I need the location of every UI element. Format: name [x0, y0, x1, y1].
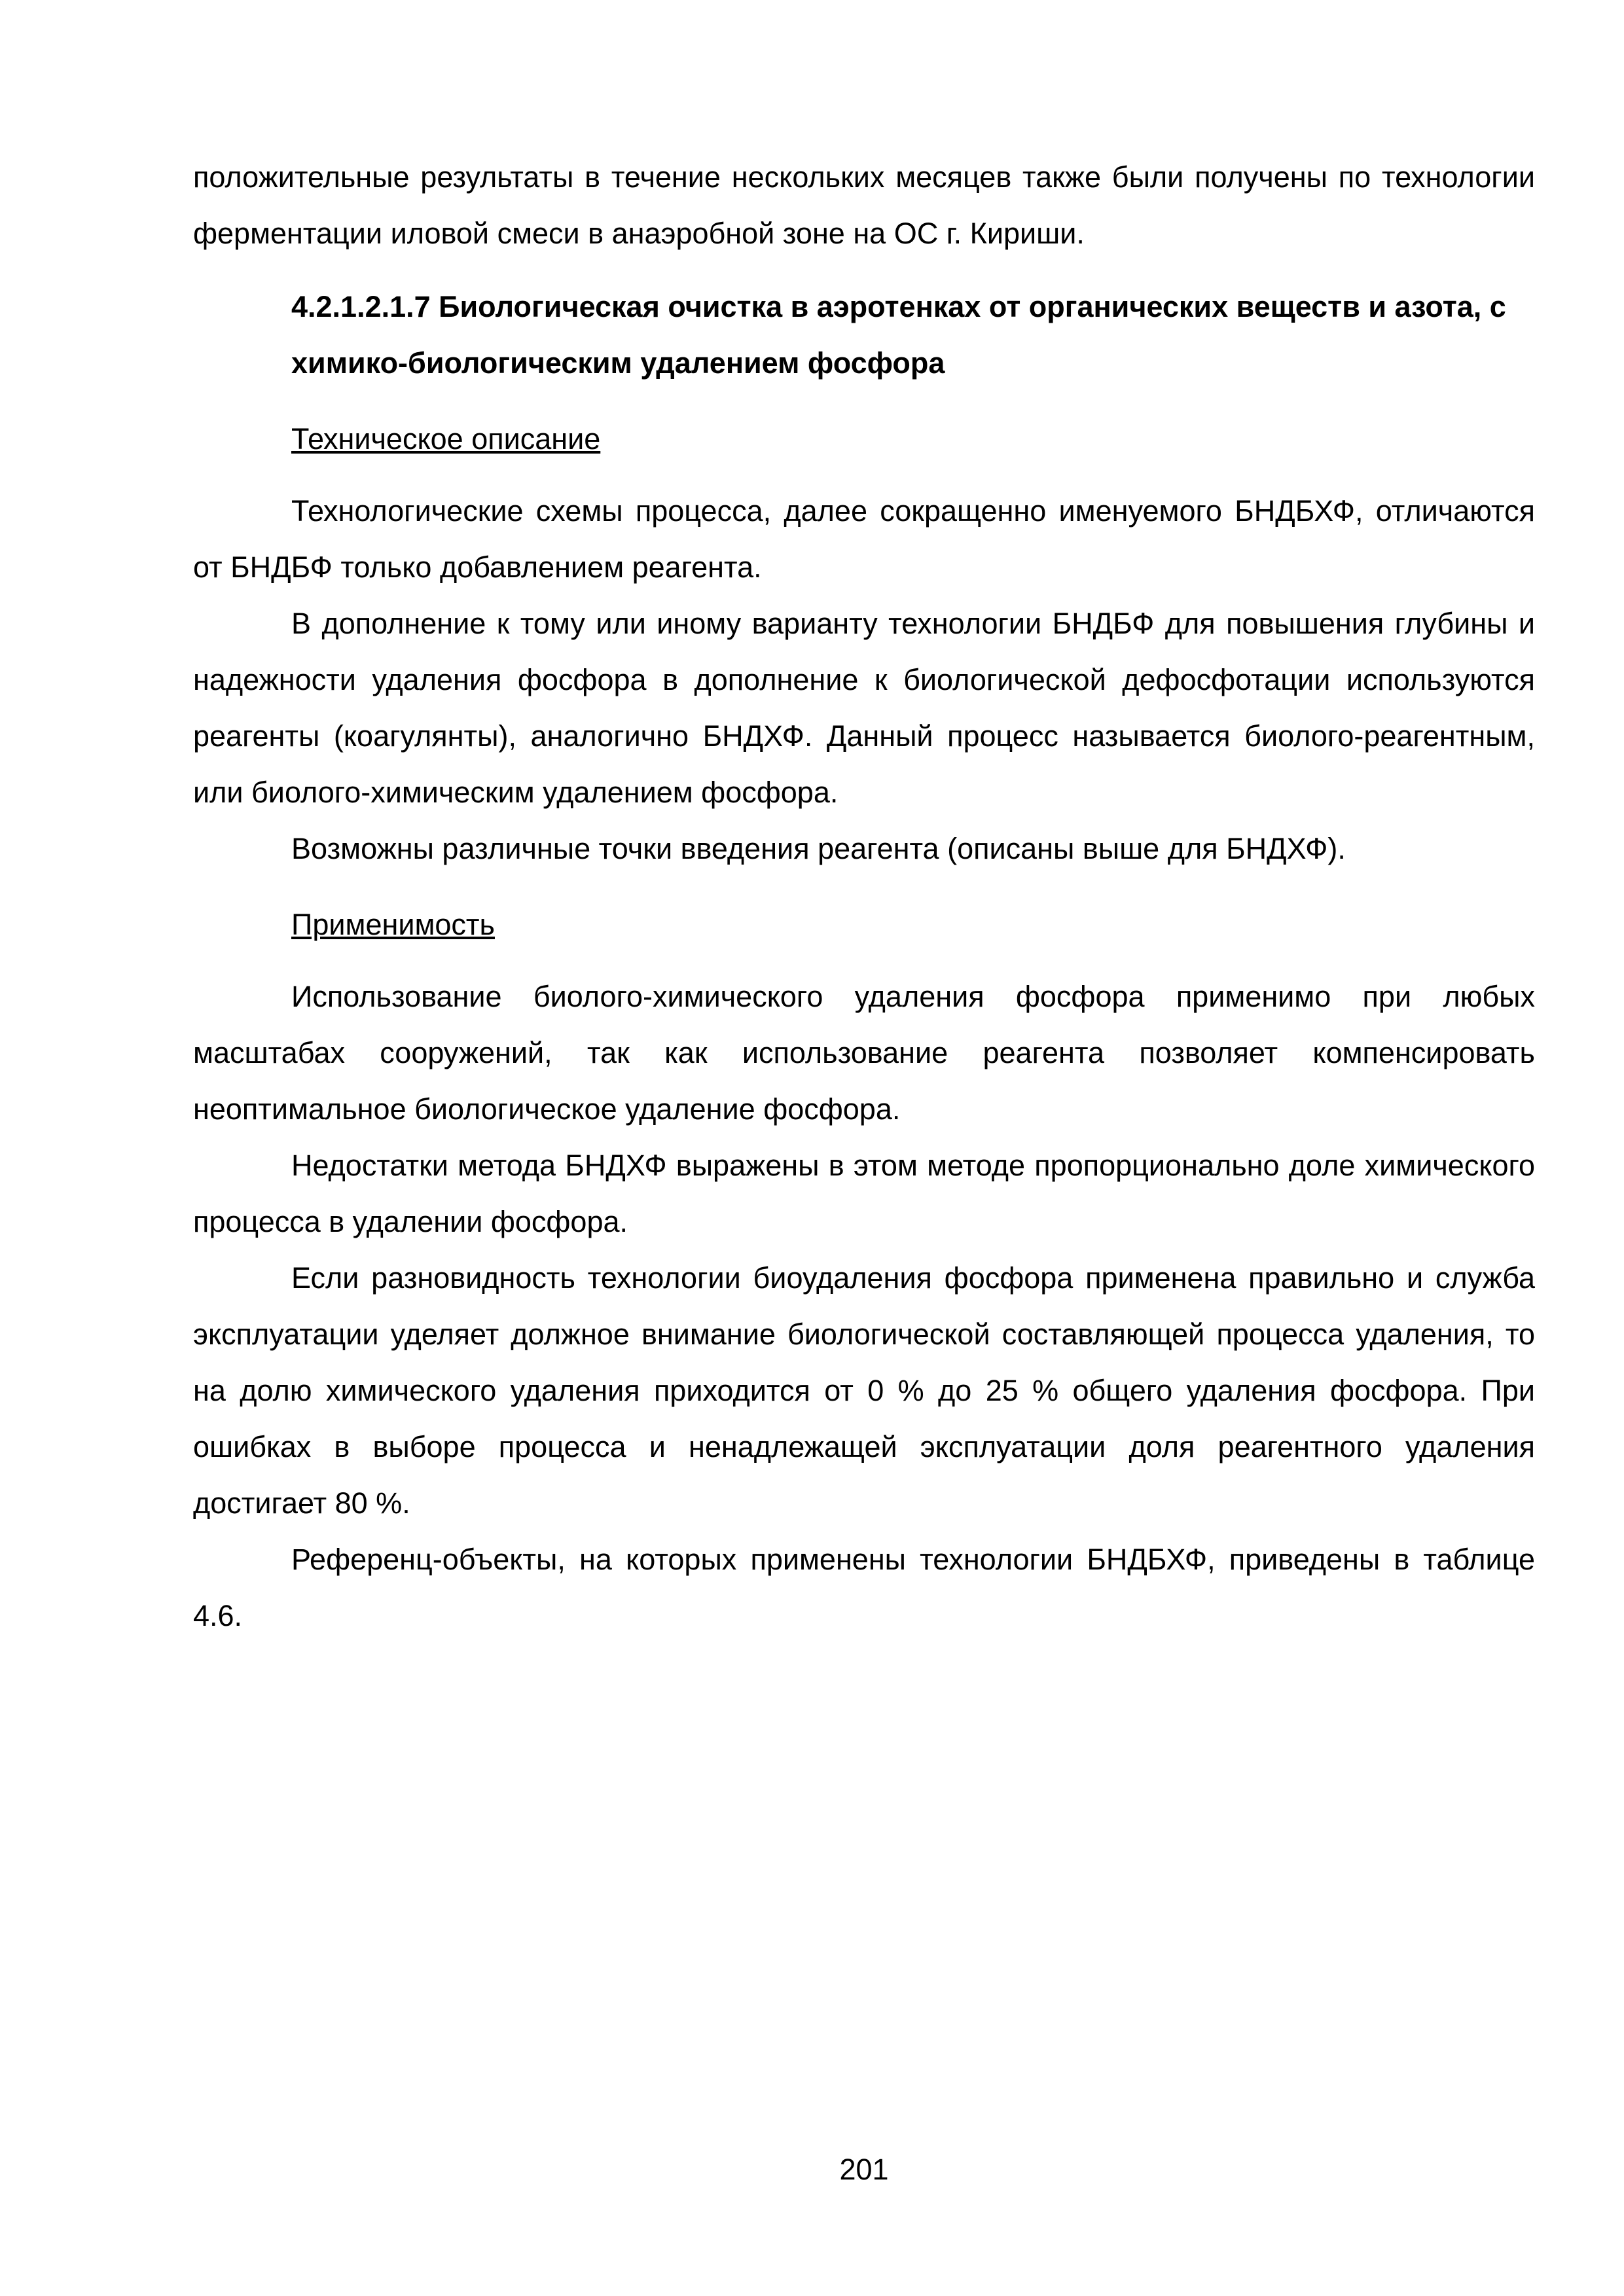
- applicability-paragraph-3: Если разновидность технологии биоудаления фосфора применена правильно и служба эксплуатации уделяет должное внимание биологической составляющей процесса удаления, то на долю химического удаления приходится от 0 % до 25 % общего удаления фосфора. При ошибках в выборе процесса и ненадлежащей эксплуатации доля реагентного удаления достигает 80 %.: [193, 1261, 1535, 1520]
- tech-description-paragraph-3: Возможны различные точки введения реагента (описаны выше для БНДХФ).: [291, 832, 1346, 865]
- applicability-paragraph-4: Референц-объекты, на которых применены технологии БНДБХФ, приведены в таблице 4.6.: [193, 1543, 1535, 1632]
- applicability-paragraph-2: Недостатки метода БНДХФ выражены в этом методе пропорционально доле химического процесса в удалении фосфора.: [193, 1149, 1535, 1238]
- document-page: [193, 149, 1535, 1644]
- applicability-title: Применимость: [291, 908, 495, 941]
- intro-paragraph: положительные результаты в течение нескольких месяцев также были получены по технологии ферментации иловой смеси в анаэробной зоне на ОС г. Кириши.: [193, 160, 1535, 250]
- section-heading: 4.2.1.2.1.7 Биологическая очистка в аэротенках от органических веществ и азота, с химико-биологическим удалением фосфора: [291, 290, 1506, 380]
- tech-description-paragraph-2: В дополнение к тому или иному варианту технологии БНДБФ для повышения глубины и надежности удаления фосфора в дополнение к биологической дефосфотации используются реагенты (коагулянты), аналогично БНДХФ. Данный процесс называется биолого-реагентным, или биолого-химическим удалением фосфора.: [193, 607, 1535, 809]
- page-number: 201: [839, 2153, 889, 2186]
- tech-description-title: Техническое описание: [291, 422, 601, 456]
- tech-description-paragraph-1: Технологические схемы процесса, далее сокращенно именуемого БНДБХФ, отличаются от БНДБФ только добавлением реагента.: [193, 494, 1535, 584]
- applicability-paragraph-1: Использование биолого-химического удаления фосфора применимо при любых масштабах сооружений, так как использование реагента позволяет компенсировать неоптимальное биологическое удаление фосфора.: [193, 980, 1535, 1126]
